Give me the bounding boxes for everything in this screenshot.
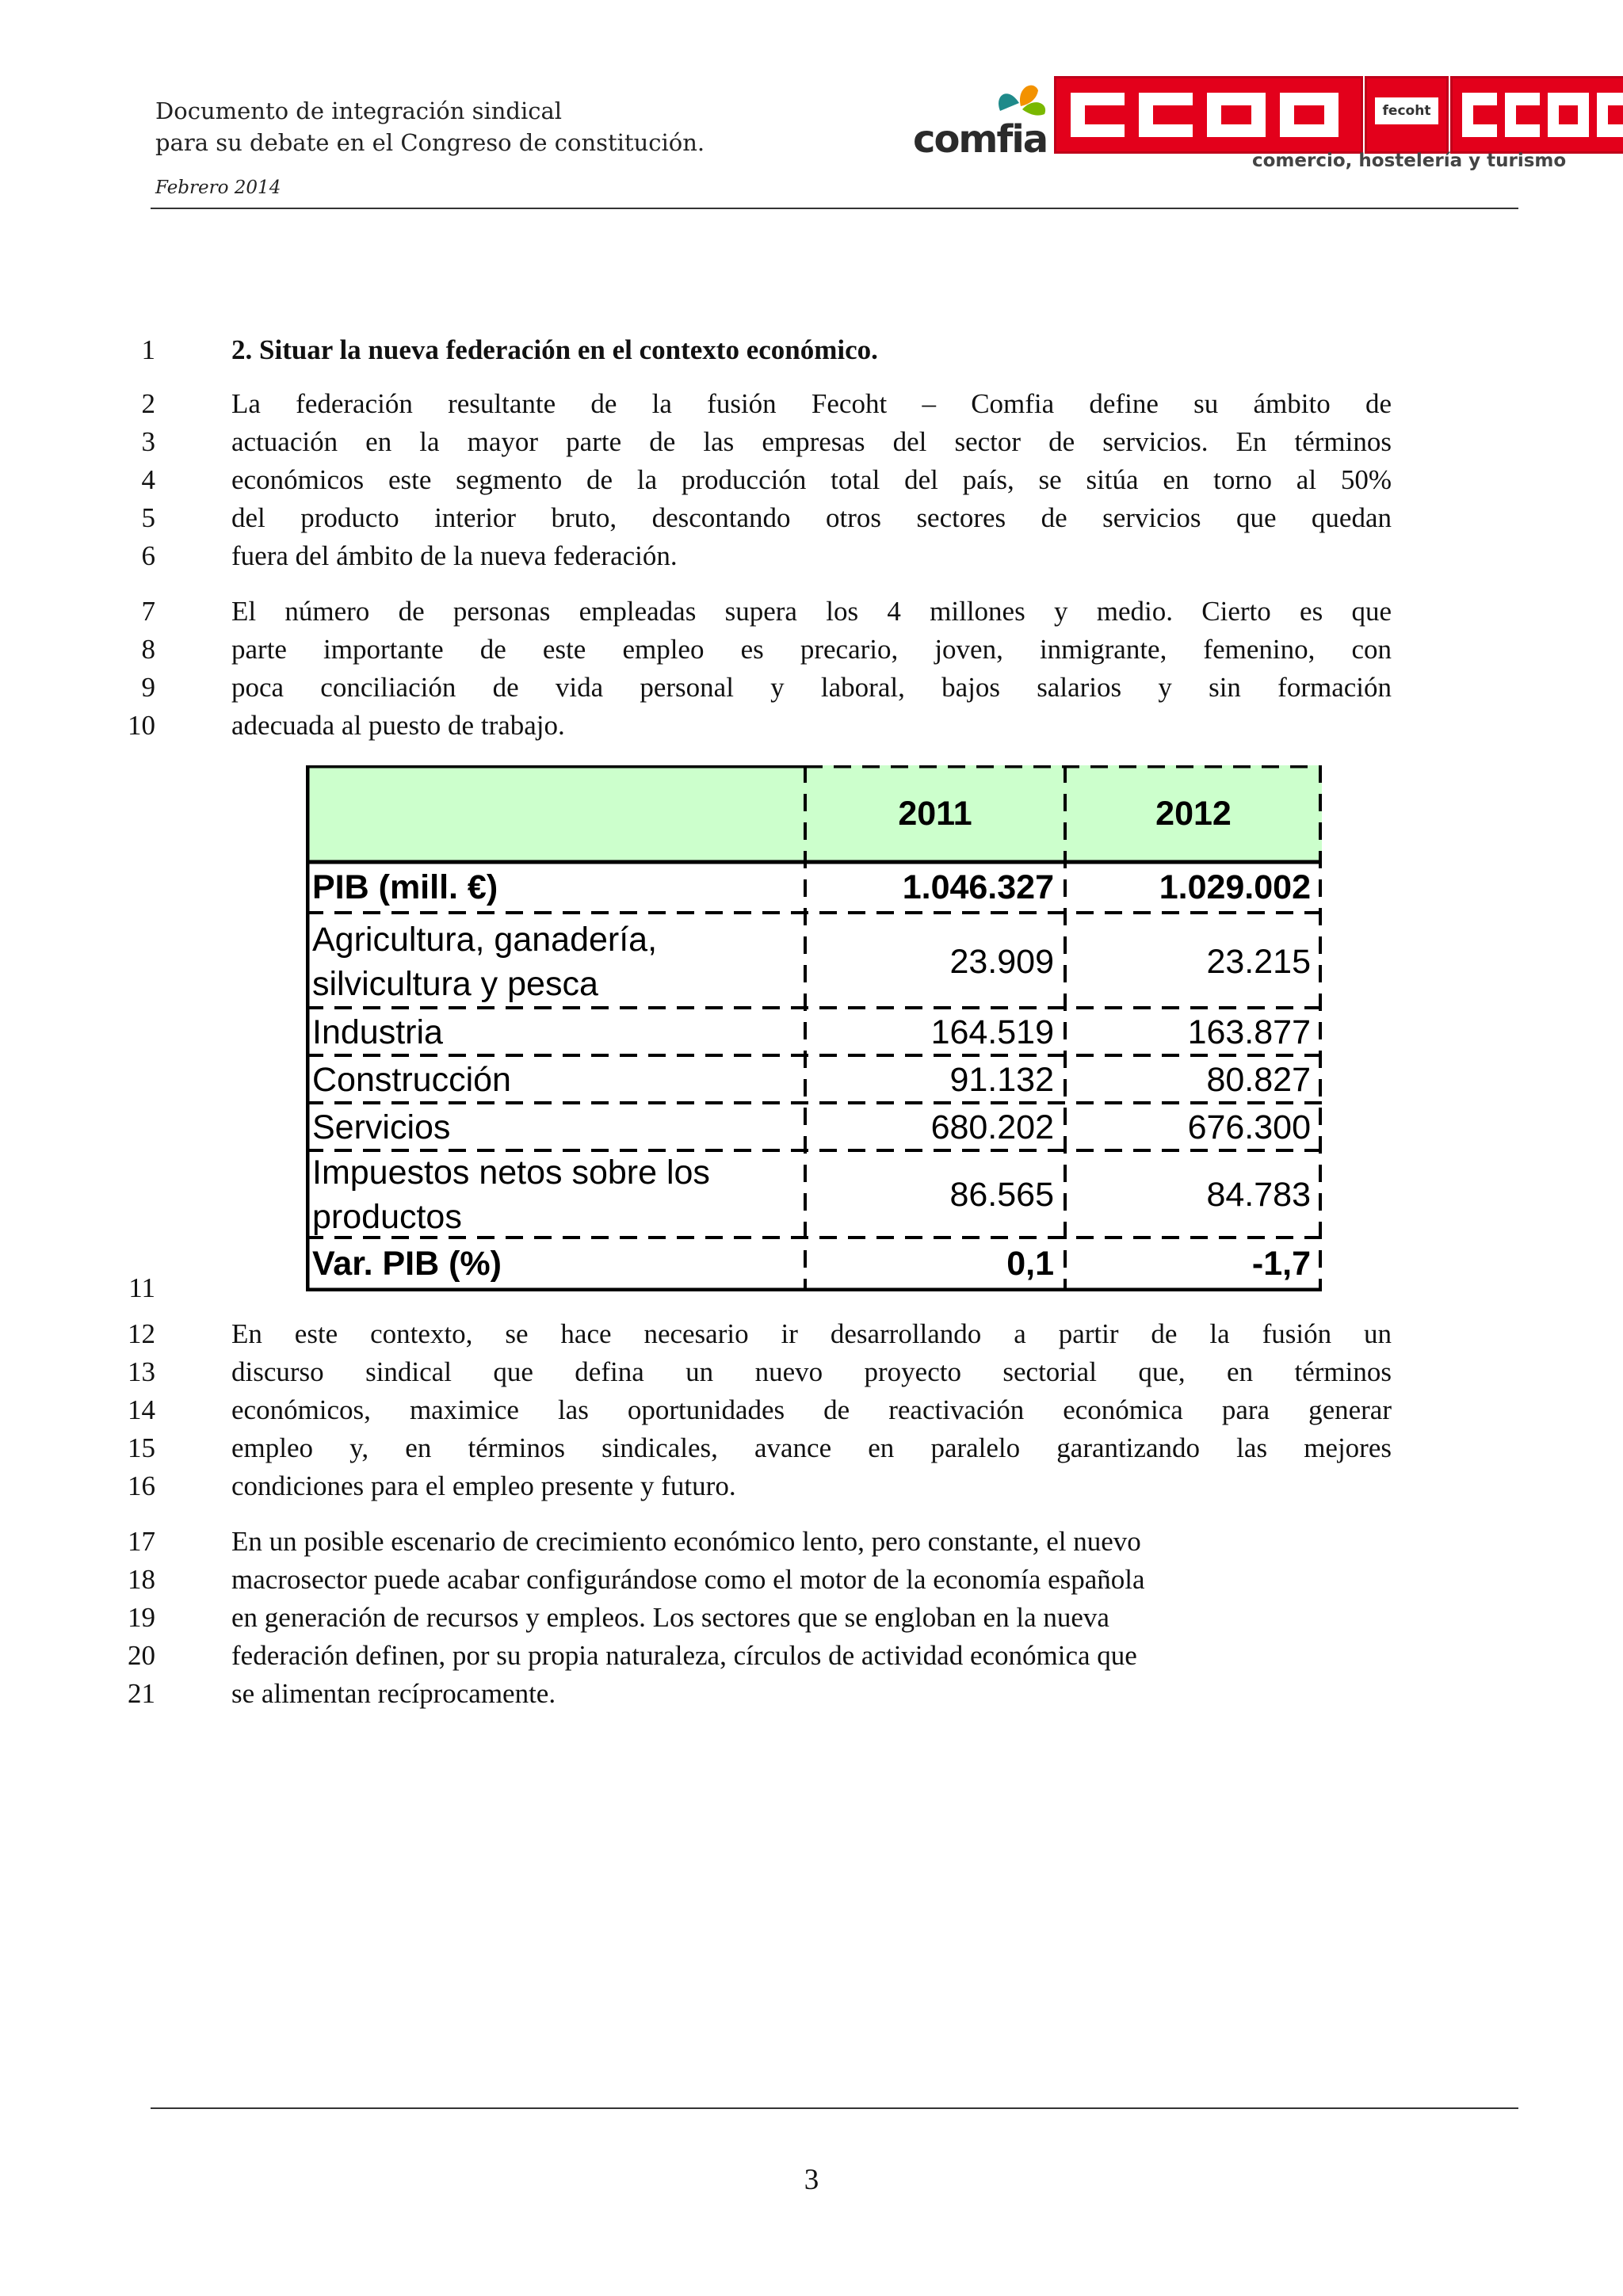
line-text: se alimentan recíprocamente. xyxy=(231,1678,556,1709)
row-label: Construcción xyxy=(312,1061,511,1099)
line-text: La federación resultante de la fusión Fecoht – Comfia define su ámbito de xyxy=(231,388,1392,419)
line-number: 7 xyxy=(141,596,155,627)
line-number: 15 xyxy=(128,1432,155,1463)
value-2012: 23.215 xyxy=(1206,942,1311,981)
fecoht-label: fecoht xyxy=(1375,97,1438,124)
header-divider xyxy=(151,208,1518,209)
line-text: federación definen, por su propia naturaleza, círculos de actividad económica que xyxy=(231,1640,1137,1671)
text-line xyxy=(0,631,1623,669)
value-2011: 0,1 xyxy=(1006,1244,1054,1283)
line-number: 6 xyxy=(141,540,155,571)
value-2012: 84.783 xyxy=(1206,1175,1311,1214)
line-number: 19 xyxy=(128,1602,155,1633)
value-2012: 80.827 xyxy=(1206,1060,1311,1099)
line-text: adecuada al puesto de trabajo. xyxy=(231,710,565,741)
header-date: Febrero 2014 xyxy=(155,177,281,198)
text-line xyxy=(0,593,1623,631)
text-line xyxy=(0,1637,1623,1675)
row-label: Industria xyxy=(312,1013,443,1051)
line-number: 2 xyxy=(141,388,155,419)
value-2012: 1.029.002 xyxy=(1159,868,1311,906)
ccoo-letters-icon xyxy=(1056,78,1361,151)
text-line xyxy=(0,537,1623,575)
text-line xyxy=(0,385,1623,423)
line-number: 21 xyxy=(128,1678,155,1709)
text-line xyxy=(0,1315,1623,1353)
line-text: macrosector puede acabar configurándose como el motor de la economía española xyxy=(231,1564,1145,1595)
line-number: 11 xyxy=(128,1272,155,1303)
value-2011: 91.132 xyxy=(949,1060,1054,1099)
logo-group xyxy=(913,76,1567,176)
text-line xyxy=(0,331,1623,369)
line-text: fuera del ámbito de la nueva federación. xyxy=(231,540,678,571)
row-label: Agricultura, ganadería, silvicultura y pesca xyxy=(312,921,658,1003)
comfia-wordmark: comfia xyxy=(913,117,1048,162)
line-number: 12 xyxy=(128,1318,155,1349)
line-text: En un posible escenario de crecimiento económico lento, pero constante, el nuevo xyxy=(231,1526,1141,1557)
text-line xyxy=(0,1675,1623,1713)
logo-tagline: comercio, hostelería y turismo xyxy=(1252,151,1567,171)
line-number: 8 xyxy=(141,634,155,665)
header-title-line2: para su debate en el Congreso de constitución. xyxy=(155,129,705,156)
text-line xyxy=(0,707,1623,745)
value-2011: 164.519 xyxy=(930,1013,1054,1051)
line-number: 9 xyxy=(141,672,155,703)
row-label: Var. PIB (%) xyxy=(312,1245,502,1283)
line-text: en generación de recursos y empleos. Los sectores que se engloban en la nueva xyxy=(231,1602,1109,1633)
value-2012: 163.877 xyxy=(1187,1013,1311,1051)
row-label: Servicios xyxy=(312,1108,451,1146)
row-label: Impuestos netos sobre los productos xyxy=(312,1154,710,1236)
line-text: El número de personas empleadas supera los 4 millones y medio. Cierto es que xyxy=(231,596,1392,627)
text-line xyxy=(0,423,1623,461)
header-title-line1: Documento de integración sindical xyxy=(155,97,563,124)
column-header-2011: 2011 xyxy=(898,794,972,833)
value-2012: 676.300 xyxy=(1187,1108,1311,1146)
value-2011: 23.909 xyxy=(949,942,1054,981)
text-line xyxy=(0,1269,1623,1307)
line-number: 20 xyxy=(128,1640,155,1671)
text-line xyxy=(0,1523,1623,1561)
line-text: parte importante de este empleo es precario, joven, inmigrante, femenino, con xyxy=(231,634,1392,665)
line-number: 14 xyxy=(128,1394,155,1425)
line-text: actuación en la mayor parte de las empresas del sector de servicios. En términos xyxy=(231,426,1392,457)
line-number: 5 xyxy=(141,502,155,533)
fecoht-logo xyxy=(1365,76,1449,154)
line-text: del producto interior bruto, descontando otros sectores de servicios que quedan xyxy=(231,502,1392,533)
value-2012: -1,7 xyxy=(1251,1244,1311,1283)
value-2011: 86.565 xyxy=(949,1175,1054,1214)
line-number: 17 xyxy=(128,1526,155,1557)
text-line xyxy=(0,669,1623,707)
line-text: poca conciliación de vida personal y laboral, bajos salarios y sin formación xyxy=(231,672,1392,703)
line-text: económicos, maximice las oportunidades de reactivación económica para generar xyxy=(231,1394,1392,1425)
text-line xyxy=(0,1353,1623,1391)
line-number: 16 xyxy=(128,1470,155,1501)
text-line xyxy=(0,1561,1623,1599)
line-text: empleo y, en términos sindicales, avance en paralelo garantizando las mejores xyxy=(231,1432,1392,1463)
header-title xyxy=(155,95,705,158)
row-label: PIB (mill. €) xyxy=(312,868,498,906)
section-heading: 2. Situar la nueva federación en el contexto económico. xyxy=(231,334,878,365)
line-number: 3 xyxy=(141,426,155,457)
line-text: En este contexto, se hace necesario ir desarrollando a partir de la fusión un xyxy=(231,1318,1392,1349)
line-number: 13 xyxy=(128,1356,155,1387)
line-number: 18 xyxy=(128,1564,155,1595)
text-line xyxy=(0,499,1623,537)
table-gridlines xyxy=(306,765,1322,1291)
pib-table xyxy=(306,765,1322,1291)
value-2011: 680.202 xyxy=(930,1108,1054,1146)
line-text: discurso sindical que defina un nuevo proyecto sectorial que, en términos xyxy=(231,1356,1392,1387)
ccoo-logo-left xyxy=(1054,76,1363,154)
footer-divider xyxy=(151,2107,1518,2109)
line-number: 1 xyxy=(141,334,155,365)
line-number: 4 xyxy=(141,464,155,495)
text-line xyxy=(0,1599,1623,1637)
text-line xyxy=(0,1467,1623,1505)
text-line xyxy=(0,1429,1623,1467)
column-header-2012: 2012 xyxy=(1155,794,1232,833)
ccoo-logo-right xyxy=(1450,76,1623,154)
ccoo-letters-icon xyxy=(1453,78,1623,151)
page-number: 3 xyxy=(804,2164,819,2196)
line-number: 10 xyxy=(128,710,155,741)
line-text: condiciones para el empleo presente y futuro. xyxy=(231,1470,736,1501)
text-line xyxy=(0,461,1623,499)
line-text: económicos este segmento de la producción total del país, se sitúa en torno al 50% xyxy=(231,464,1392,495)
text-line xyxy=(0,1391,1623,1429)
value-2011: 1.046.327 xyxy=(902,868,1054,906)
